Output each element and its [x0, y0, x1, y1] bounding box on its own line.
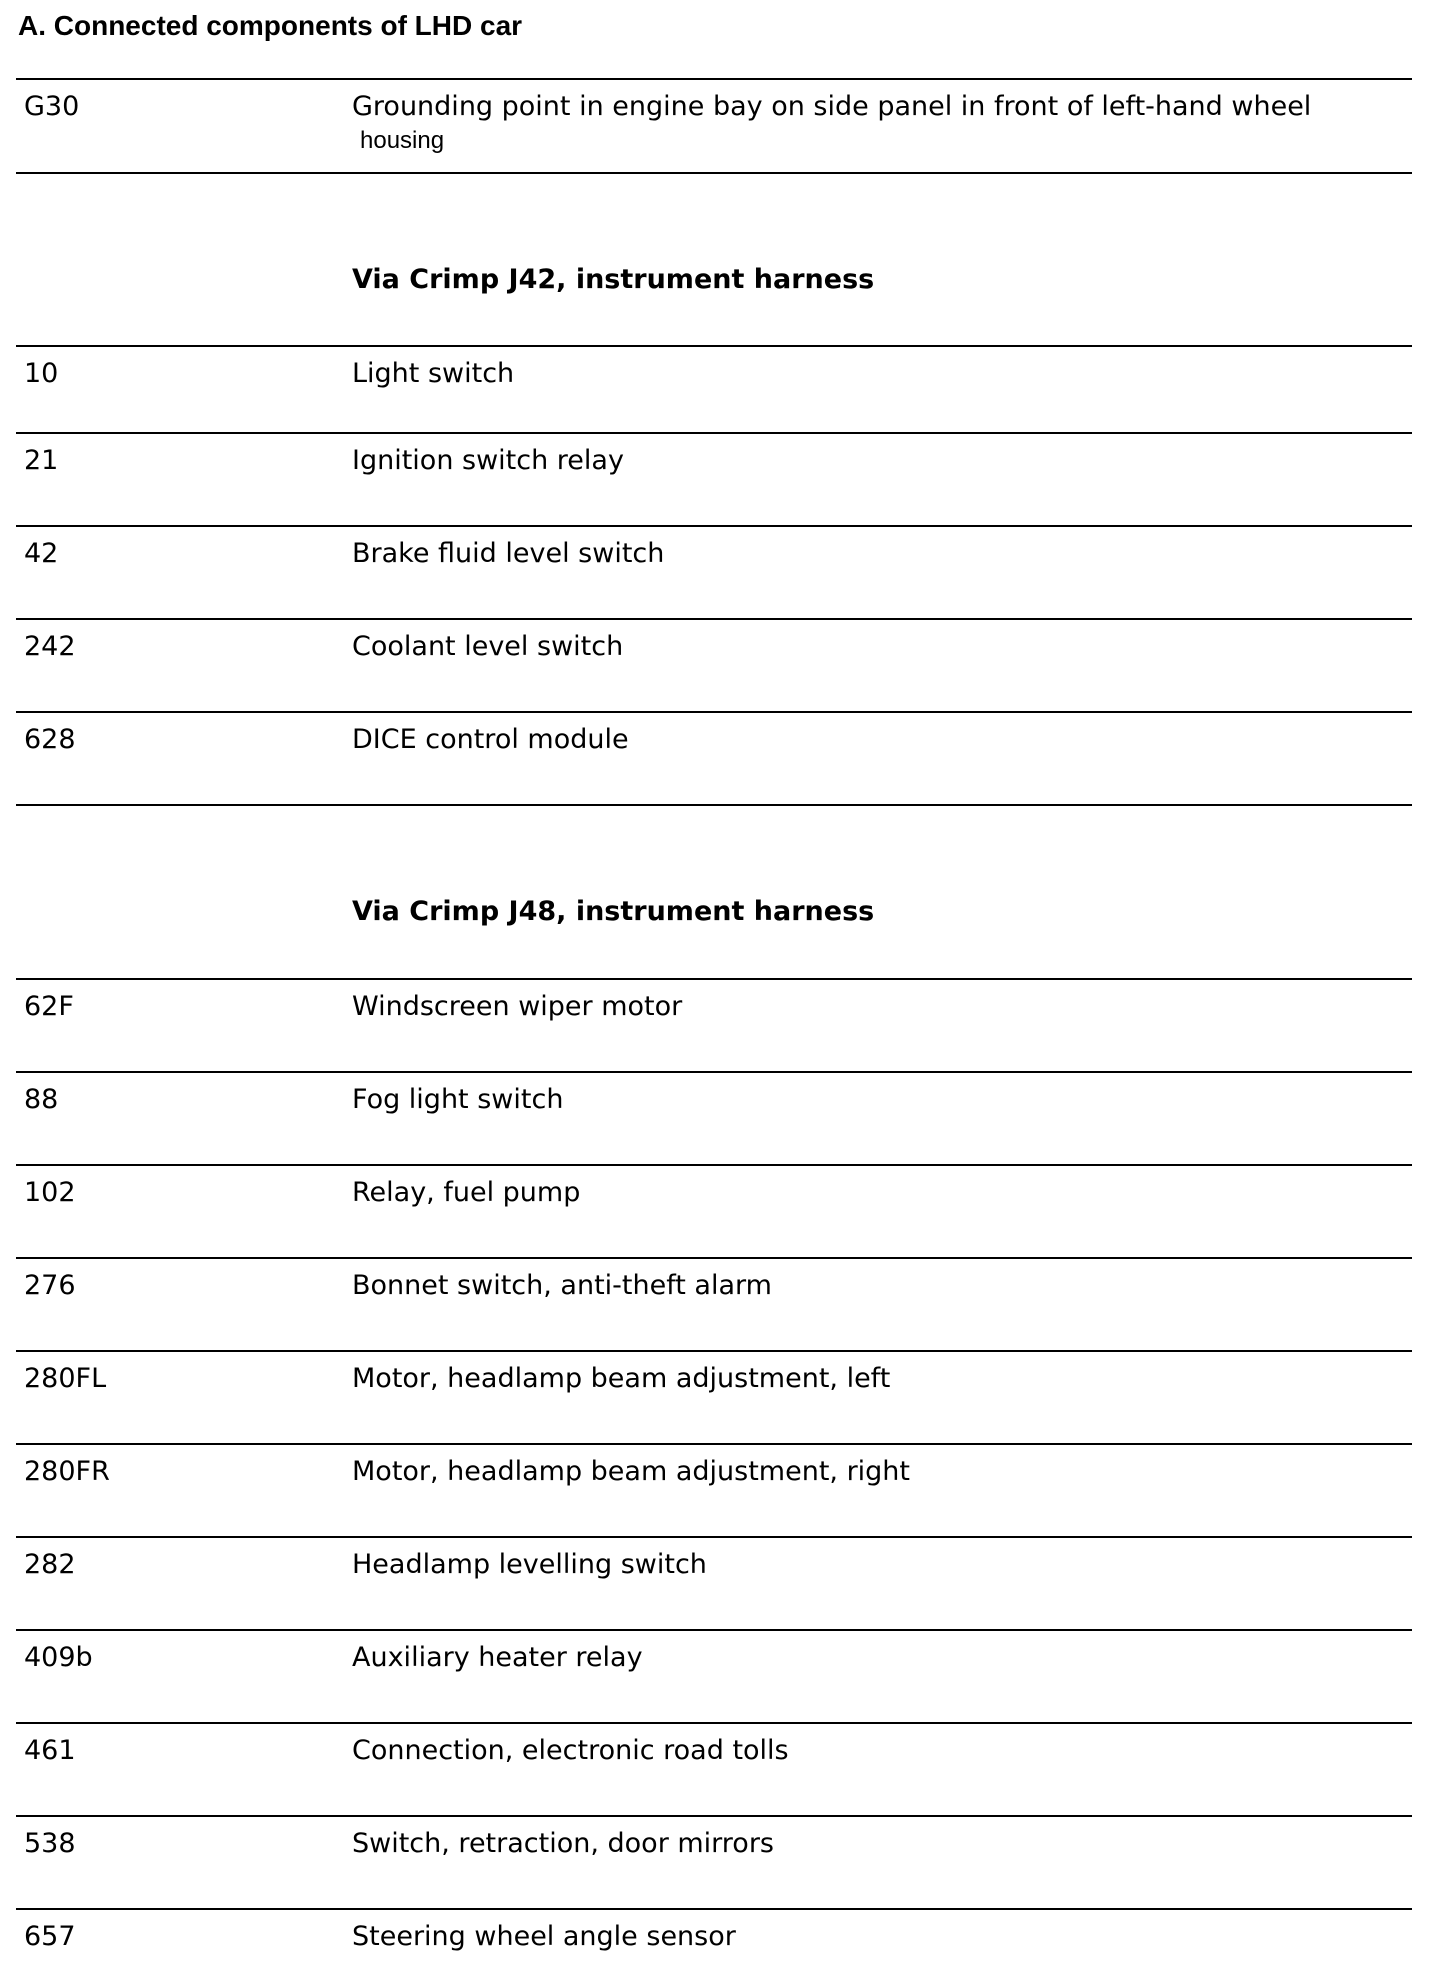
row-description: Connection, electronic road tolls [352, 1735, 789, 1766]
divider [16, 1908, 1412, 1910]
divider [16, 432, 1412, 434]
row-code: 538 [24, 1828, 76, 1859]
divider [16, 1815, 1412, 1817]
row-description: DICE control module [352, 724, 629, 755]
ground-description: Grounding point in engine bay on side panel in front of left-hand wheel [352, 91, 1312, 122]
row-code: 21 [24, 445, 59, 476]
row-code: 276 [24, 1270, 76, 1301]
row-description: Motor, headlamp beam adjustment, left [352, 1363, 891, 1394]
row-code: 280FR [24, 1456, 110, 1487]
row-code: 461 [24, 1735, 76, 1766]
divider [16, 1071, 1412, 1073]
row-description: Light switch [352, 358, 515, 389]
row-code: 88 [24, 1084, 59, 1115]
row-code: 628 [24, 724, 76, 755]
row-description: Brake fluid level switch [352, 538, 665, 569]
divider [16, 1536, 1412, 1538]
divider [16, 618, 1412, 620]
row-code: 280FL [24, 1363, 107, 1394]
row-description: Coolant level switch [352, 631, 624, 662]
section-heading: Via Crimp J48, instrument harness [352, 896, 875, 927]
row-description: Bonnet switch, anti-theft alarm [352, 1270, 772, 1301]
row-code: 409b [24, 1642, 93, 1673]
row-description: Headlamp levelling switch [352, 1549, 707, 1580]
row-code: 657 [24, 1921, 76, 1952]
row-description: Ignition switch relay [352, 445, 624, 476]
row-code: 62F [24, 991, 74, 1022]
divider [16, 1164, 1412, 1166]
row-description: Windscreen wiper motor [352, 991, 683, 1022]
row-code: 242 [24, 631, 76, 662]
row-code: 282 [24, 1549, 76, 1580]
section-heading: Via Crimp J42, instrument harness [352, 264, 875, 295]
divider [16, 1257, 1412, 1259]
row-description: Steering wheel angle sensor [352, 1921, 736, 1952]
divider [16, 804, 1412, 806]
divider [16, 78, 1412, 80]
divider [16, 711, 1412, 713]
ground-code: G30 [24, 91, 80, 122]
page-title: A. Connected components of LHD car [18, 10, 523, 41]
row-code: 10 [24, 358, 59, 389]
divider [16, 525, 1412, 527]
row-description: Relay, fuel pump [352, 1177, 581, 1208]
divider [16, 978, 1412, 980]
row-code: 42 [24, 538, 59, 569]
row-description: Auxiliary heater relay [352, 1642, 643, 1673]
divider [16, 345, 1412, 347]
divider [16, 1722, 1412, 1724]
row-code: 102 [24, 1177, 76, 1208]
ground-description-continued: housing [360, 127, 445, 154]
divider [16, 1350, 1412, 1352]
row-description: Switch, retraction, door mirrors [352, 1828, 774, 1859]
divider [16, 172, 1412, 174]
row-description: Fog light switch [352, 1084, 564, 1115]
divider [16, 1443, 1412, 1445]
row-description: Motor, headlamp beam adjustment, right [352, 1456, 911, 1487]
divider [16, 1629, 1412, 1631]
